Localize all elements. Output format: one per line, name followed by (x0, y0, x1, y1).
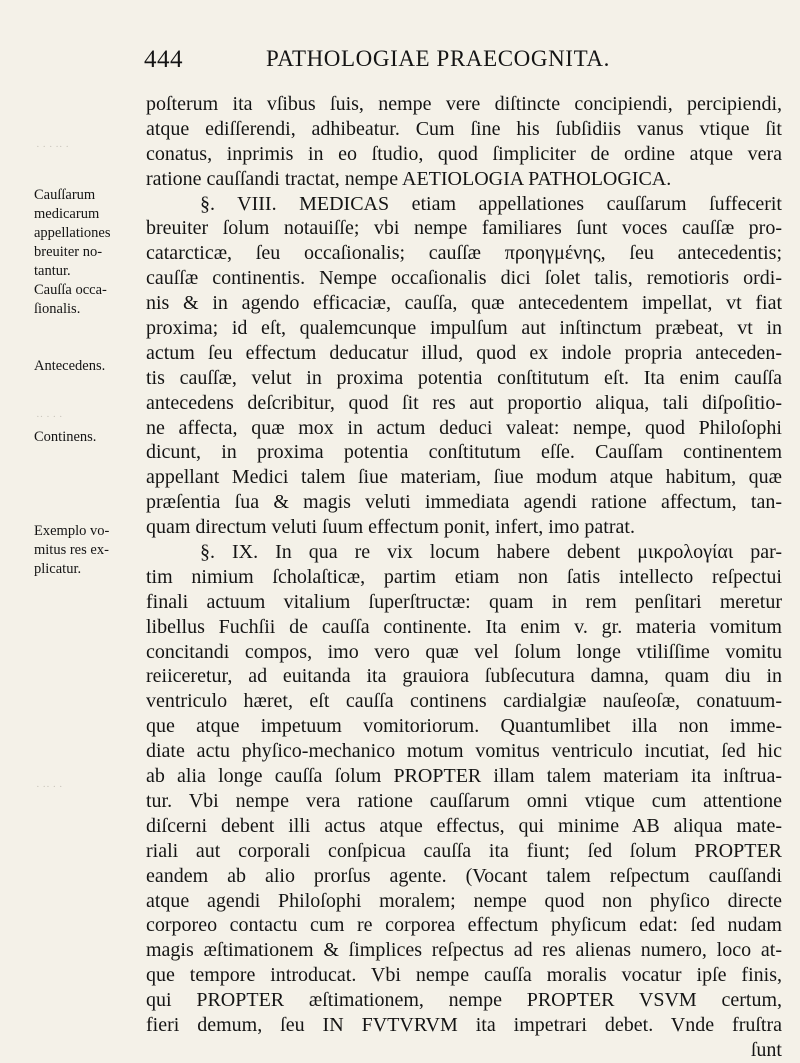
margin-note-line: tantur. (34, 263, 71, 279)
text-line: appellant Medici talem ſiue materiam, ſiue modum atque habitum, quæ (146, 466, 782, 489)
text-line: antecedens deſcribitur, quod ſit res aut proportio aliqua, tali diſpoſitio- (146, 391, 782, 414)
text-line: qui PROPTER æſtimationem, nempe PROPTER VSVM certum, (146, 989, 782, 1012)
running-title: PATHOLOGIAE PRAECOGNITA. (266, 46, 610, 71)
margin-note-line: plicatur. (34, 561, 82, 577)
text-line: magis æſtimationem & ſimplices reſpectus ad res alienas numero, loco at- (146, 939, 782, 962)
margin-note (34, 428, 146, 447)
catchword: ſunt (750, 1038, 782, 1061)
text-line: finali actuum vitalium ſuperſtructæ: quam in rem penſitari meretur (146, 590, 782, 613)
text-line: conatus, inprimis in eo ſtudio, quod ſimpliciter de ordine atque vera (146, 142, 782, 165)
text-line: ventriculo hæret, eſt cauſſa continens cardialgiæ nauſeoſæ, conatuum- (146, 690, 782, 713)
text-line: actum ſeu effectum deducatur illud, quod ex indole propria anteceden- (146, 341, 782, 364)
page-number: 444 (144, 46, 183, 73)
bleed-through-mark: ·· · · · (36, 411, 63, 423)
page-header (144, 46, 784, 80)
margin-note-line: Cauſſa occa- (34, 282, 107, 298)
margin-note (34, 357, 146, 376)
margin-note-line: Antecedens. (34, 358, 106, 374)
text-line: tim nimium ſcholaſticæ, partim etiam non ſatis intellecto reſpectui (146, 565, 782, 588)
text-line: catarcticæ, ſeu occaſionalis; cauſſæ προηγμένης, ſeu antecedentis; (146, 242, 782, 265)
margin-note-line: Continens. (34, 429, 97, 445)
text-line: breuiter ſolum notauiſſe; vbi nempe familiares ſunt voces cauſſæ pro- (146, 217, 782, 240)
text-line: fieri demum, ſeu IN FVTVRVM ita impetrari debet. Vnde fruſtra (146, 1013, 782, 1036)
margin-note-line: breuiter no- (34, 244, 103, 260)
text-line: dicunt, in proxima potentia conſtitutum eſſe. Cauſſam continentem (146, 441, 782, 464)
margin-note-line: Cauſſarum (34, 187, 96, 203)
margin-note (34, 186, 146, 319)
text-line: quam directum veluti ſuum effectum ponit, infert, imo patrat. (146, 516, 635, 539)
text-line: ab alia longe cauſſa ſolum PROPTER illam talem materiam ita inſtrua- (146, 765, 782, 788)
text-line: eandem ab alio prorſus agente. (Vocant talem reſpectum cauſſandi (146, 864, 782, 887)
text-line: ne affecta, quæ mox in actum deduci valeat: nempe, quod Philoſophi (146, 416, 782, 439)
text-line: atque ediſſerendi, adhibeatur. Cum ſine his ſubſidiis vanus vtique ſit (146, 117, 782, 140)
margin-note-line: ſionalis. (34, 301, 81, 317)
text-line: præſentia ſua & magis veluti immediata agendi ratione affectum, tan- (146, 491, 782, 514)
text-line: proxima; id eſt, qualemcunque impulſum aut inſtinctum præbeat, vt in (146, 317, 782, 340)
margin-note-line: appellationes (34, 225, 111, 241)
paragraph-start-line: §. VIII. MEDICAS etiam appellationes cauſſarum ſuffecerit (200, 192, 782, 215)
text-line: que atque impetuum vomitoriorum. Quantumlibet illa non imme- (146, 715, 782, 738)
text-line: tis cauſſæ, velut in proxima potentia conſtitutum eſt. Ita enim cauſſa (146, 366, 782, 389)
bleed-through-mark: · ·· · · (36, 781, 63, 793)
margin-note (34, 522, 146, 579)
paragraph-start-line: §. IX. In qua re vix locum habere debent μικρολογίαι par- (200, 541, 782, 564)
text-line: riali aut corporali conſpicua cauſſa ita fiunt; ſed ſolum PROPTER (146, 839, 782, 862)
text-line: reiiceretur, ad euitanda ita grauiora ſubſecutura damna, quam diu in (146, 665, 782, 688)
text-line: nis & in agendo efficaciæ, cauſſa, quæ antecedentem impellat, vt fiat (146, 292, 782, 315)
text-line: corporeo contactu cum re corporea effectum phyſicum edat: ſed nudam (146, 914, 782, 937)
text-line: concitandi compos, imo vero quæ vel ſolum longe vtiliſſime vomitu (146, 640, 782, 663)
text-line: libellus Fuchſii de cauſſa continente. Ita enim v. gr. materia vomitum (146, 615, 782, 638)
text-line: diate actu phyſico-mechanico motum vomitus ventriculo incutiat, ſed hic (146, 740, 782, 763)
text-line: tur. Vbi nempe vera ratione cauſſarum omni vtique cum attentione (146, 789, 782, 812)
text-line: poſterum ita vſibus ſuis, nempe vere diſtincte concipiendi, percipiendi, (146, 93, 782, 115)
body-text (146, 92, 782, 1063)
text-line: cauſſæ continentis. Nempe occaſionalis dici ſolet talis, remotioris ordi- (146, 267, 782, 290)
margin-note-line: medicarum (34, 206, 100, 222)
bleed-through-mark: · · · ·· · (36, 141, 69, 153)
text-line: que tempore introducat. Vbi nempe cauſſa moralis vocatur ipſe finis, (146, 964, 782, 987)
text-line: ratione cauſſandi tractat, nempe AETIOLOGIA PATHOLOGICA. (146, 167, 672, 190)
margin-note-line: mitus res ex- (34, 542, 109, 558)
text-line: atque agendi Philoſophi moralem; nempe quod non phyſico directe (146, 889, 782, 912)
text-line: diſcerni debent illi actus atque effectus, qui minime AB aliqua mate- (146, 814, 782, 837)
margin-note-line: Exemplo vo- (34, 523, 110, 539)
